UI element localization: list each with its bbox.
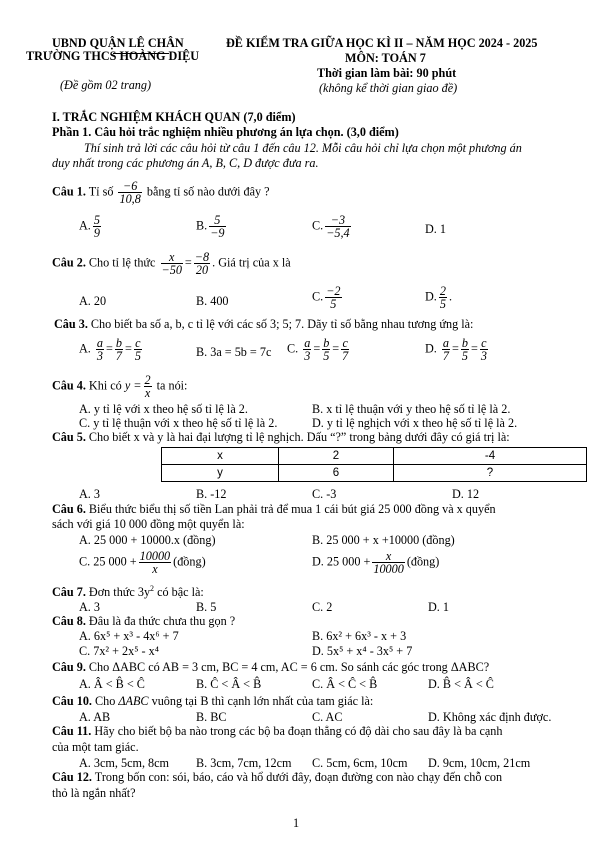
option-c[interactable]: C. $\frac{-3}{-5,4}$ [312, 213, 350, 240]
header-page-note: (Đề gồm 02 trang) [60, 78, 152, 92]
question-label: Câu 1. [52, 184, 86, 199]
header-underline [113, 53, 169, 54]
fraction: $\frac{c}{7}$ [342, 336, 349, 363]
fraction: $\frac{2}{x}$ [144, 373, 151, 400]
page-number: 1 [293, 816, 300, 830]
question-label: Câu 11. [52, 724, 92, 738]
table-cell: 2 [279, 448, 394, 465]
question-2: Câu 2. Cho tỉ lệ thức $\frac{x}{-50}$ = $\frac{-8}{20}$ . Giá trị của x là [52, 250, 291, 277]
value-table [161, 447, 587, 482]
fraction: $\frac{x}{-50}$ [161, 250, 182, 277]
fraction: $\frac{b}{5}$ [461, 336, 468, 363]
option-c[interactable]: C. $\frac{a}{3}$ = $\frac{b}{5}$ = $\frac{c}{7}$ [287, 336, 349, 363]
question-9 [52, 660, 489, 675]
option-d[interactable]: D. 1 [425, 222, 446, 236]
option-b[interactable]: B. Ĉ < Â < B̂ [196, 677, 262, 691]
question-label: Câu 7. [52, 585, 86, 600]
option-d[interactable]: D. $\frac{2}{5}$ . [425, 284, 452, 311]
header-dept: UBND QUẬN LÊ CHÂN [52, 36, 184, 50]
option-b[interactable]: B. 25 000 + x +10000 (đồng) [312, 533, 455, 547]
table-cell: -4 [394, 448, 587, 465]
option-b[interactable]: B. 5 [196, 600, 217, 614]
fraction: $\frac{x}{10000}$ [373, 549, 404, 576]
question-12 [52, 770, 502, 785]
option-d[interactable]: D. 12 [452, 487, 480, 501]
question-text: Cho ΔABC vuông tại B thì cạnh lớn nhất của tam giác là: [95, 694, 374, 708]
option-d[interactable]: D. 25 000 + $\frac{x}{10000}$ (đồng) [312, 549, 440, 576]
question-6-line-2: sách với giá 10 000 đồng một quyển là: [52, 517, 245, 531]
question-1 [52, 180, 270, 205]
table-row [162, 465, 587, 482]
fraction: $\frac{-3}{-5,4}$ [326, 213, 350, 240]
question-5 [52, 430, 510, 445]
question-label: Câu 5. [52, 430, 86, 444]
fraction: $\frac{a}{3}$ [96, 336, 103, 363]
option-c[interactable]: C. y tỉ lệ thuận với x theo hệ số tỉ lệ là 2. [79, 416, 278, 430]
question-text: . Giá trị của x là [212, 255, 291, 270]
question-text: Cho ΔABC có AB = 3 cm, BC = 4 cm, AC = 6 cm. So sánh các góc trong ΔABC? [88, 660, 490, 674]
exam-duration: Thời gian làm bài: 90 phút [317, 66, 457, 80]
question-12-line-2: thỏ là ngắn nhất? [52, 786, 136, 800]
option-c[interactable]: C. 7x² + 2x⁵ - x⁴ [79, 644, 159, 658]
option-c[interactable]: C. Â < Ĉ < B̂ [312, 677, 378, 691]
option-b[interactable]: B. x tỉ lệ thuận với y theo hệ số tỉ lệ là 2. [312, 402, 511, 416]
option-a[interactable]: A. 20 [79, 294, 107, 308]
option-c[interactable]: C. 25 000 + $\frac{10000}{x}$ (đồng) [79, 549, 206, 576]
fraction: $\frac{b}{5}$ [323, 336, 330, 363]
question-11 [52, 724, 502, 739]
question-text: Trong bốn con: sói, báo, cáo và hổ dưới đây, đoạn đường con nào chạy đến chỗ con [94, 770, 503, 784]
option-d[interactable]: D. 5x⁵ + x⁴ - 3x⁵ + 7 [312, 644, 413, 658]
fraction: $\frac{10000}{x}$ [139, 549, 171, 576]
option-c[interactable]: C. AC [312, 710, 343, 724]
option-c[interactable]: C. $\frac{-2}{5}$ [312, 284, 341, 311]
question-label: Câu 10. [52, 694, 92, 708]
option-a[interactable]: A. $\frac{5}{9}$ [79, 213, 100, 240]
fraction: $\frac{5}{9}$ [93, 213, 100, 240]
fraction: $\frac{c}{5}$ [134, 336, 141, 363]
section-heading: I. TRẮC NGHIỆM KHÁCH QUAN (7,0 điểm) [52, 110, 296, 124]
part-heading: Phần 1. Câu hỏi trắc nghiệm nhiều phương án lựa chọn. (3,0 điểm) [52, 125, 399, 139]
question-label: Câu 4. [52, 378, 86, 393]
exam-subject: MÔN: TOÁN 7 [345, 51, 426, 65]
fraction: $\frac{c}{3}$ [480, 336, 487, 363]
question-text: Cho tỉ lệ thức [88, 255, 156, 270]
fraction: $\frac{b}{7}$ [115, 336, 122, 363]
question-8 [52, 614, 235, 629]
option-d[interactable]: D. B̂ < Â < Ĉ [428, 677, 494, 691]
table-row [162, 448, 587, 465]
instruction-line-1: Thí sinh trả lời các câu hỏi từ câu 1 đến câu 12. Mỗi câu hỏi chỉ lựa chọn một phương án [84, 141, 522, 155]
question-text: Đâu là đa thức chưa thu gọn ? [88, 614, 236, 628]
table-cell: ? [394, 465, 587, 482]
question-label: Câu 12. [52, 770, 92, 784]
question-6 [52, 502, 496, 517]
question-label: Câu 6. [52, 502, 86, 516]
question-label: Câu 3. [54, 317, 88, 331]
fraction: $\frac{5}{-9}$ [210, 213, 225, 240]
question-text: Biểu thức biểu thị số tiền Lan phải trả để mua 1 cái bút giá 25 000 đồng và x quyển [88, 502, 496, 516]
fraction: $\frac{-6}{10,8}$ [119, 179, 141, 206]
option-a[interactable]: A. y tỉ lệ với x theo hệ số tỉ lệ là 2. [79, 402, 248, 416]
option-a[interactable]: A. 3cm, 5cm, 8cm [79, 756, 170, 770]
option-d[interactable]: D. 9cm, 10cm, 21cm [428, 756, 531, 770]
question-10 [52, 694, 373, 709]
option-c[interactable]: C. 5cm, 6cm, 10cm [312, 756, 408, 770]
fraction: $\frac{-2}{5}$ [326, 284, 341, 311]
question-7 [52, 584, 204, 600]
question-text: Cho biết x và y là hai đại lượng tỉ lệ nghịch. Dấu “?” trong bảng dưới đây có giá trị là: [88, 430, 510, 444]
option-d[interactable]: D. Không xác định được. [428, 710, 552, 724]
question-11-line-2: của một tam giác. [52, 740, 139, 754]
question-text: Tỉ số [88, 184, 114, 199]
question-text: Cho biết ba số a, b, c tỉ lệ với các số 3; 5; 7. Dãy tỉ số bằng nhau tương ứng là: [90, 317, 474, 331]
question-4: Câu 4. Khi có y = $\frac{2}{x}$ ta nói: [52, 373, 188, 400]
option-a[interactable]: A. Â < B̂ < Ĉ [79, 677, 145, 691]
instruction-line-2: duy nhất trong các phương án A, B, C, D được đưa ra. [52, 156, 319, 170]
option-b[interactable]: B. $\frac{5}{-9}$ [196, 213, 225, 240]
question-text: Đơn thức $3y^2$ có bậc là: [88, 584, 204, 600]
question-text: Khi có [88, 378, 122, 393]
option-d[interactable]: D. 1 [428, 600, 449, 614]
option-b[interactable]: B. 3cm, 7cm, 12cm [196, 756, 292, 770]
question-label: Câu 9. [52, 660, 86, 674]
fraction: $\frac{a}{7}$ [442, 336, 449, 363]
option-a[interactable]: A. 3 [79, 487, 100, 501]
question-text: Hãy cho biết bộ ba nào trong các bộ ba đoạn thẳng có độ dài cho sau đây là ba cạnh [94, 724, 503, 738]
option-a[interactable]: A. $\frac{a}{3}$ = $\frac{b}{7}$ = $\frac{c}{5}$ [79, 336, 141, 363]
question-text: ta nói: [156, 378, 188, 393]
option-d[interactable]: D. y tỉ lệ nghịch với x theo hệ số tỉ lệ là 2. [312, 416, 518, 430]
option-a[interactable]: A. 6x⁵ + x³ - 4x⁶ + 7 [79, 629, 179, 643]
option-c[interactable]: C. -3 [312, 487, 337, 501]
option-a[interactable]: A. 3 [79, 600, 100, 614]
option-c[interactable]: C. 2 [312, 600, 333, 614]
question-text: bằng tỉ số nào dưới đây ? [146, 184, 270, 199]
option-b[interactable]: B. 3a = 5b = 7c [196, 345, 272, 359]
exam-title: ĐỀ KIỂM TRA GIỮA HỌC KÌ II – NĂM HỌC 2024 - 2025 [226, 36, 538, 50]
fraction: $\frac{-8}{20}$ [194, 250, 210, 277]
option-a[interactable]: A. AB [79, 710, 111, 724]
option-a[interactable]: A. 25 000 + 10000.x (đồng) [79, 533, 216, 547]
table-cell: y [162, 465, 279, 482]
question-label: Câu 2. [52, 255, 86, 270]
option-b[interactable]: B. 400 [196, 294, 229, 308]
option-b[interactable]: B. -12 [196, 487, 227, 501]
header-school: TRƯỜNG THCS HOÀNG DIỆU [26, 49, 200, 63]
table-cell: x [162, 448, 279, 465]
question-label: Câu 8. [52, 614, 86, 628]
fraction: $\frac{2}{5}$ [439, 284, 446, 311]
option-b[interactable]: B. BC [196, 710, 227, 724]
fraction: $\frac{a}{3}$ [304, 336, 311, 363]
option-d[interactable]: D. $\frac{a}{7}$ = $\frac{b}{5}$ = $\frac{c}{3}$ [425, 336, 487, 363]
option-b[interactable]: B. 6x² + 6x³ - x + 3 [312, 629, 407, 643]
table-cell: 6 [279, 465, 394, 482]
exam-duration-note: (không kể thời gian giao đề) [319, 81, 458, 95]
question-3 [54, 317, 473, 332]
